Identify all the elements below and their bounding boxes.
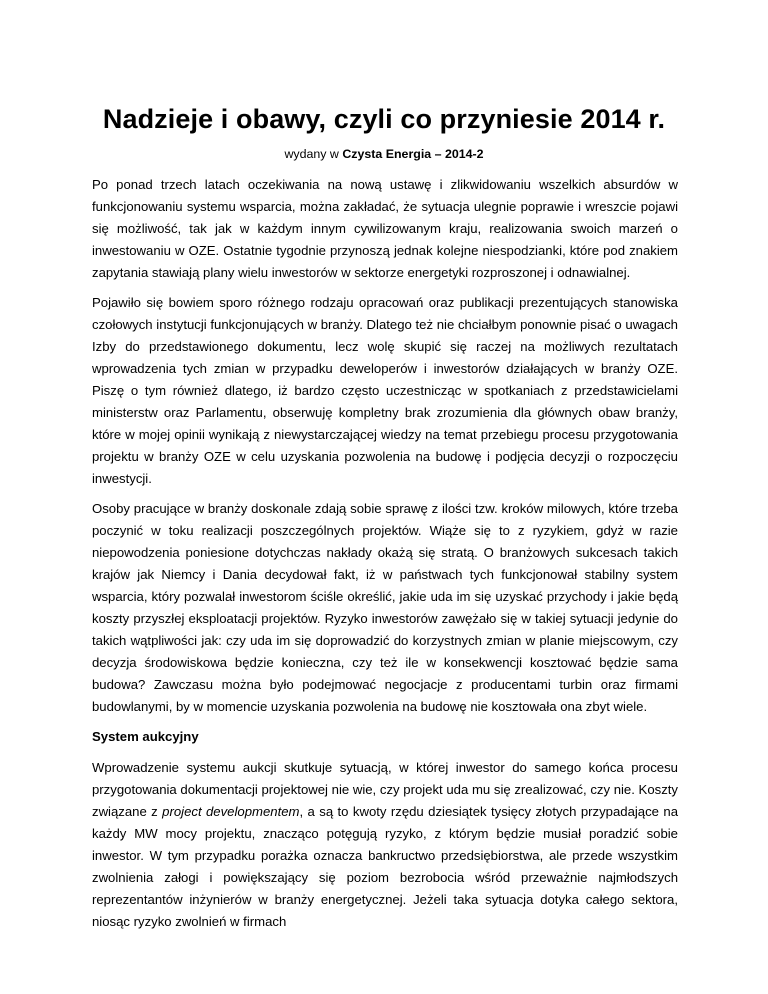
section-heading: System aukcyjny (92, 729, 199, 744)
publication-name: Czysta Energia – 2014-2 (342, 147, 484, 161)
paragraph-4-part-1: Wprowadzenie systemu aukcji skutkuje sytuacją, w której inwestor do samego końca procesu przygotowania dokumentacji projektowej nie wie, czy projekt uda mu się zrealizować, czy nie. Koszty związane z (92, 760, 678, 819)
paragraph-3: Osoby pracujące w branży doskonale zdają sobie sprawę z ilości tzw. kroków milowych, które trzeba poczynić w toku realizacji poszczególnych projektów. Wiąże się to z ryzykiem, gdyż w razie niepowodzenia poniesione dotychczas nakłady okażą się stratą. O branżowych sukcesach takich krajów jak Niemcy i Dania decydował fakt, iż w państwach tych funkcjonował stabilny system wsparcia, który pozwalał inwestorom ściśle określić, jakie uda im się uzyskać przychody i jakie będą koszty przyszłej eksploatacji projektów. Ryzyko inwestorów zawężało się w takiej sytuacji jedynie do takich wątpliwości jak: czy uda im się doprowadzić do korzystnych zmian w planie miejscowym, czy decyzja środowiskowa będzie konieczna, czy też ile w konsekwencji kosztować będzie sama budowa? Zawczasu można było podejmować negocjacje z producentami turbin oraz firmami budowlanymi, by w momencie uzyskania pozwolenia na budowę nie kosztowała ona zbyt wiele. (92, 501, 678, 714)
published-prefix: wydany w (284, 147, 343, 161)
document-title: Nadzieje i obawy, czyli co przyniesie 2014 r. (102, 104, 666, 134)
paragraph-4-emphasis: project developmentem (162, 804, 300, 819)
paragraph-1: Po ponad trzech latach oczekiwania na nową ustawę i zlikwidowaniu wszelkich absurdów w funkcjonowaniu systemu wsparcia, można zakładać, że sytuacja ulegnie poprawie i wreszcie pojawi się możliwość, tak jak w każdym innym cywilizowanym kraju, realizowania swoich marzeń o inwestowaniu w OZE. Ostatnie tygodnie przynoszą jednak kolejne niespodzianki, które pod znakiem zapytania stawiają plany wielu inwestorów w sektorze energetyki rozproszonej i odnawialnej. (92, 177, 678, 280)
article-body (92, 174, 678, 941)
paragraph-2: Pojawiło się bowiem sporo różnego rodzaju opracowań oraz publikacji prezentujących stanowiska czołowych instytucji funkcjonujących w branży. Dlatego też nie chciałbym ponownie pisać o uwagach Izby do przedstawionego dokumentu, lecz wolę skupić się raczej na możliwych rezultatach wprowadzenia tych zmian w przypadku deweloperów i inwestorów działających w branży OZE. Piszę o tym również dlatego, iż bardzo często uczestnicząc w spotkaniach z przedstawicielami ministerstw oraz Parlamentu, obserwuję kompletny brak zrozumienia dla głównych obaw branży, które w mojej opinii wynikają z niewystarczającej wiedzy na temat przebiegu procesu przygotowania projektu w branży OZE w celu uzyskania pozwolenia na budowę i podjęcia decyzji o rozpoczęciu inwestycji. (92, 295, 678, 486)
paragraph-4-part-2: , a są to kwoty rzędu dziesiątek tysięcy złotych przypadające na każdy MW mocy projektu, znacząco potęgują ryzyko, z którym będzie musiał poradzić sobie inwestor. W tym przypadku porażka oznacza bankructwo przedsiębiorstwa, ale przede wszystkim zwolnienia załogi i powiększający się poziom bezrobocia wśród przeważnie najmłodszych reprezentantów inżynierów w branży energetycznej. Jeżeli taka sytuacja dotyka całego sektora, niosąc ryzyko zwolnień w firmach (92, 804, 679, 929)
paragraph-4 (92, 757, 678, 933)
publication-line (0, 145, 768, 163)
